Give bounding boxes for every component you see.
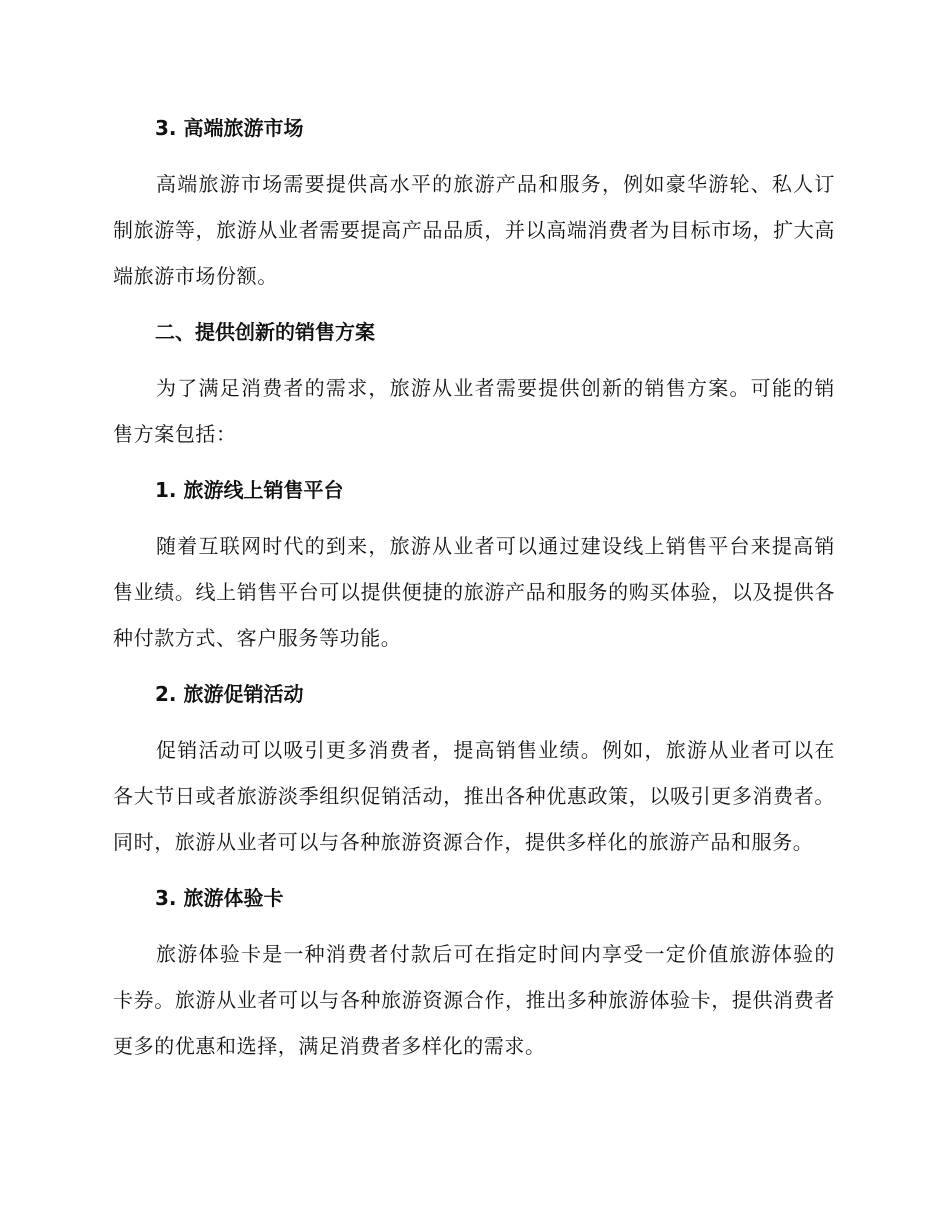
paragraph-experience-card: 旅游体验卡是一种消费者付款后可在指定时间内享受一定价值旅游体验的卡券。旅游从业者可以与各种旅游资源合作，推出多种旅游体验卡，提供消费者更多的优惠和选择，满足消费者多样化的需求。 bbox=[113, 942, 835, 1058]
section-heading-experience-card: 3. 旅游体验卡 bbox=[155, 886, 284, 910]
paragraph-promotions: 促销活动可以吸引更多消费者，提高销售业绩。例如，旅游从业者可以在各大节日或者旅游淡季组织促销活动，推出各种优惠政策，以吸引更多消费者。同时，旅游从业者可以与各种旅游资源合作，提供多样化的旅游产品和服务。 bbox=[113, 738, 835, 854]
section-heading-innovative-sales: 二、提供创新的销售方案 bbox=[155, 320, 375, 344]
section-heading-promotions: 2. 旅游促销活动 bbox=[155, 682, 304, 706]
paragraph-innovative-sales: 为了满足消费者的需求，旅游从业者需要提供创新的销售方案。可能的销售方案包括： bbox=[113, 376, 835, 446]
paragraph-online-platform: 随着互联网时代的到来，旅游从业者可以通过建设线上销售平台来提高销售业绩。线上销售平台可以提供便捷的旅游产品和服务的购买体验，以及提供各种付款方式、客户服务等功能。 bbox=[113, 534, 835, 650]
paragraph-high-end-market: 高端旅游市场需要提供高水平的旅游产品和服务，例如豪华游轮、私人订制旅游等，旅游从业者需要提高产品品质，并以高端消费者为目标市场，扩大高端旅游市场份额。 bbox=[113, 172, 835, 288]
section-heading-online-platform: 1. 旅游线上销售平台 bbox=[155, 478, 344, 502]
section-heading-high-end-market: 3. 高端旅游市场 bbox=[155, 116, 304, 140]
